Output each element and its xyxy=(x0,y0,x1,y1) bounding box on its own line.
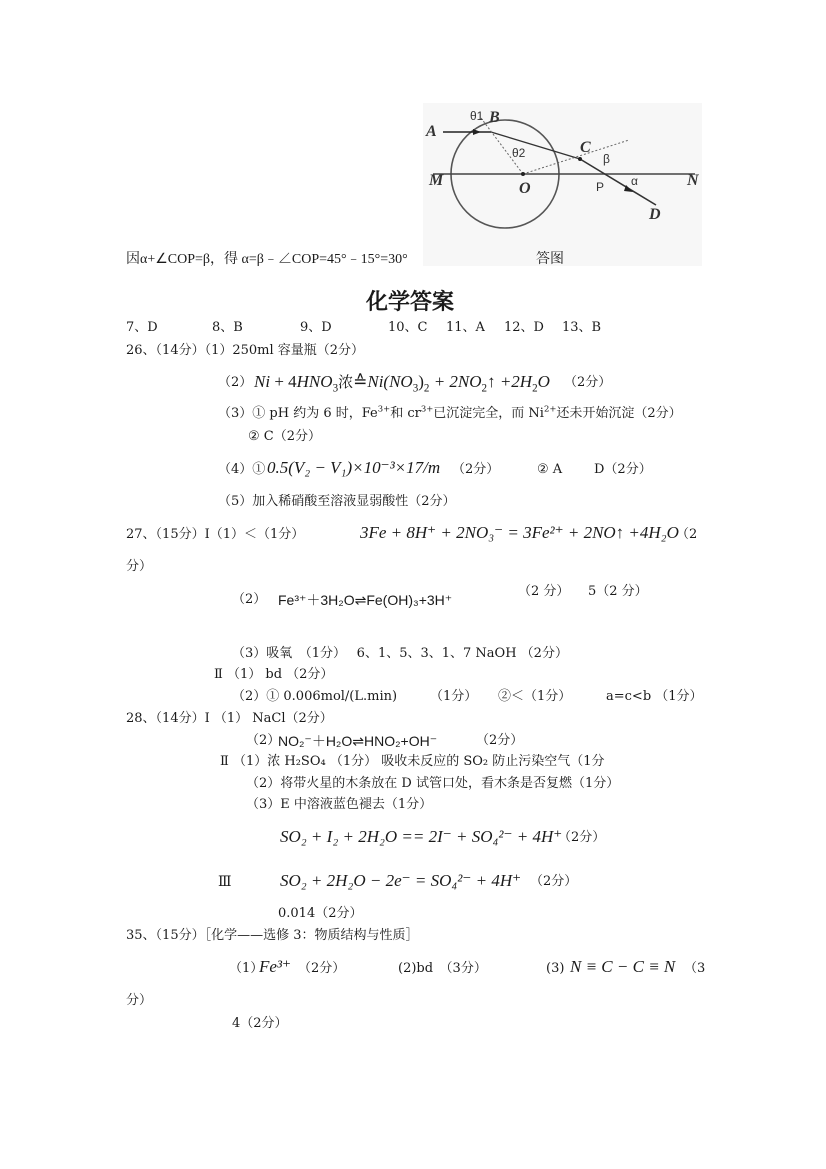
q28-II-1: Ⅱ （1）浓 H₂SO₄ （1分） 吸收未反应的 SO₂ 防止污染空气（1分 xyxy=(220,754,605,769)
mc-answer: 9、D xyxy=(300,320,332,335)
q28-eq1-score: （2分） xyxy=(558,830,606,845)
q27-eq-score-b: 分） xyxy=(126,559,153,574)
mc-answer: 10、C xyxy=(388,320,428,335)
optics-figure xyxy=(423,103,702,266)
q26-p4-c: D（2分） xyxy=(594,462,652,477)
normal-c xyxy=(523,140,629,174)
q27-p2-equation: Fe³⁺＋3H₂O⇌Fe(OH)₃+3H⁺ xyxy=(278,592,453,608)
label-beta: β xyxy=(603,152,610,166)
mc-answer: 8、B xyxy=(212,320,243,335)
q35-p2: (2)bd （3分） xyxy=(398,961,487,976)
mc-answer: 11、A xyxy=(446,320,485,335)
label-o: O xyxy=(519,180,531,197)
q27-II-1: Ⅱ （1） bd （2分） xyxy=(214,667,334,682)
point-c xyxy=(578,157,582,161)
q28-II-3: （3）E 中溶液蓝色褪去（1分） xyxy=(246,797,433,812)
q26-p4-score: （2分） xyxy=(452,462,500,477)
q35-p1-label: （1） xyxy=(229,961,264,976)
q35-head: 35、（15分）［化学——选修 3：物质结构与性质］ xyxy=(126,928,419,943)
figure-caption: 答图 xyxy=(536,251,564,267)
optics-diagram xyxy=(423,103,702,266)
label-m: M xyxy=(429,172,444,189)
q26-p2-label: （2） xyxy=(218,375,253,390)
q27-II-2c: ②＜（1分） xyxy=(498,689,572,704)
q27-II-2b: （1分） xyxy=(430,689,478,704)
q28-I-2-score: （2分） xyxy=(476,733,524,748)
q27-II-2a: （2）① 0.006mol/(L.min) xyxy=(232,689,398,704)
q26-head: 26、（14分）（1）250ml 容量瓶（2分） xyxy=(126,343,365,358)
q27-II-2d: a=c<b （1分） xyxy=(606,689,703,704)
q26-p4-b: ② A xyxy=(537,462,563,477)
label-p: P xyxy=(596,180,605,194)
physics-conclusion: 因α+∠COP=β，得 α=β﹣∠COP=45°﹣15°=30° xyxy=(126,252,408,267)
q28-eq2-score: （2分） xyxy=(530,874,578,889)
ray-cd xyxy=(580,159,656,205)
q27-p2-score: （2 分） xyxy=(518,584,570,599)
q35-p3-label: (3) xyxy=(546,961,565,976)
q28-II-2: （2）将带火星的木条放在 D 试管口处，看木条是否复燃（1分） xyxy=(246,776,620,791)
q27-eq-score-a: （2 xyxy=(676,527,698,542)
q26-p4-label: （4）① xyxy=(218,462,266,477)
q26-p3-line1: （3）① pH 约为 6 时，$Fe^{3+}$和 $cr^{3+}$已沉淀完全，而 $Ni^{2+}$还未开始沉淀（2分） xyxy=(218,403,682,421)
q28-eq1: SO₂ + I₂ + 2H₂O == 2I⁻ + SO₄²⁻ + 4H⁺ xyxy=(280,827,563,846)
q26-p5: （5）加入稀硝酸至溶液显弱酸性（2分） xyxy=(218,494,456,509)
point-o xyxy=(521,172,525,176)
q28-I-2-label: （2） xyxy=(246,733,281,748)
q27-head: 27、（15分）Ⅰ（1）＜（1分） xyxy=(126,527,305,542)
q27-p2-b: 5（2 分） xyxy=(588,584,648,599)
q27-p2-label: （2） xyxy=(232,592,267,607)
mc-answer: 7、D xyxy=(126,320,158,335)
mc-answer: 13、B xyxy=(562,320,602,335)
label-d: D xyxy=(649,206,661,223)
q28-head: 28、（14分）Ⅰ （1） NaCl（2分） xyxy=(126,711,333,726)
q35-p3-score-b: 分） xyxy=(126,993,153,1008)
label-alpha: α xyxy=(631,174,638,188)
q35-p1-equation: Fe³⁺ xyxy=(259,957,291,976)
label-b: B xyxy=(489,109,500,126)
q28-I-2-equation: NO₂⁻＋H₂O⇌HNO₂+OH⁻ xyxy=(278,733,438,749)
label-theta1: θ1 xyxy=(470,109,484,123)
q26-p2-score: （2分） xyxy=(564,375,612,390)
label-theta2: θ2 xyxy=(512,146,526,160)
q26-p3-line2: ② C（2分） xyxy=(248,429,322,444)
q28-eq2: SO₂ + 2H₂O − 2e⁻ = SO₄²⁻ + 4H⁺ xyxy=(280,871,522,890)
q35-p3-score-a: （3 xyxy=(684,961,706,976)
label-c: C xyxy=(580,139,591,156)
ray-bc xyxy=(491,132,580,159)
q26-p4-equation: 0.5(V₂ − V₁)×10⁻³×17/m xyxy=(267,458,441,477)
arrow-ab-icon xyxy=(473,129,481,135)
q27-equation: 3Fe + 8H⁺ + 2NO₃⁻ = 3Fe²⁺ + 2NO↑ +4H₂O xyxy=(360,523,679,542)
q28-III-label: Ⅲ xyxy=(218,874,232,890)
page-title: 化学答案 xyxy=(366,290,455,315)
mc-answer: 12、D xyxy=(504,320,544,335)
q26-p2-equation: $Ni + 4HNO_3$浓$≙Ni(NO_3)_2$ + $2NO_2↑ +2H_2O$ xyxy=(254,372,550,395)
q35-p1-score: （2分） xyxy=(298,961,346,976)
q27-p3: （3）吸氧 （1分） 6、1、5、3、1、7 NaOH （2分） xyxy=(232,646,568,661)
q35-p3-equation: N ≡ C − C ≡ N xyxy=(570,957,676,976)
label-n: N xyxy=(687,172,699,189)
q35-p4: 4（2分） xyxy=(232,1016,288,1031)
q28-III-b: 0.014（2分） xyxy=(278,906,363,921)
label-a: A xyxy=(426,123,437,140)
